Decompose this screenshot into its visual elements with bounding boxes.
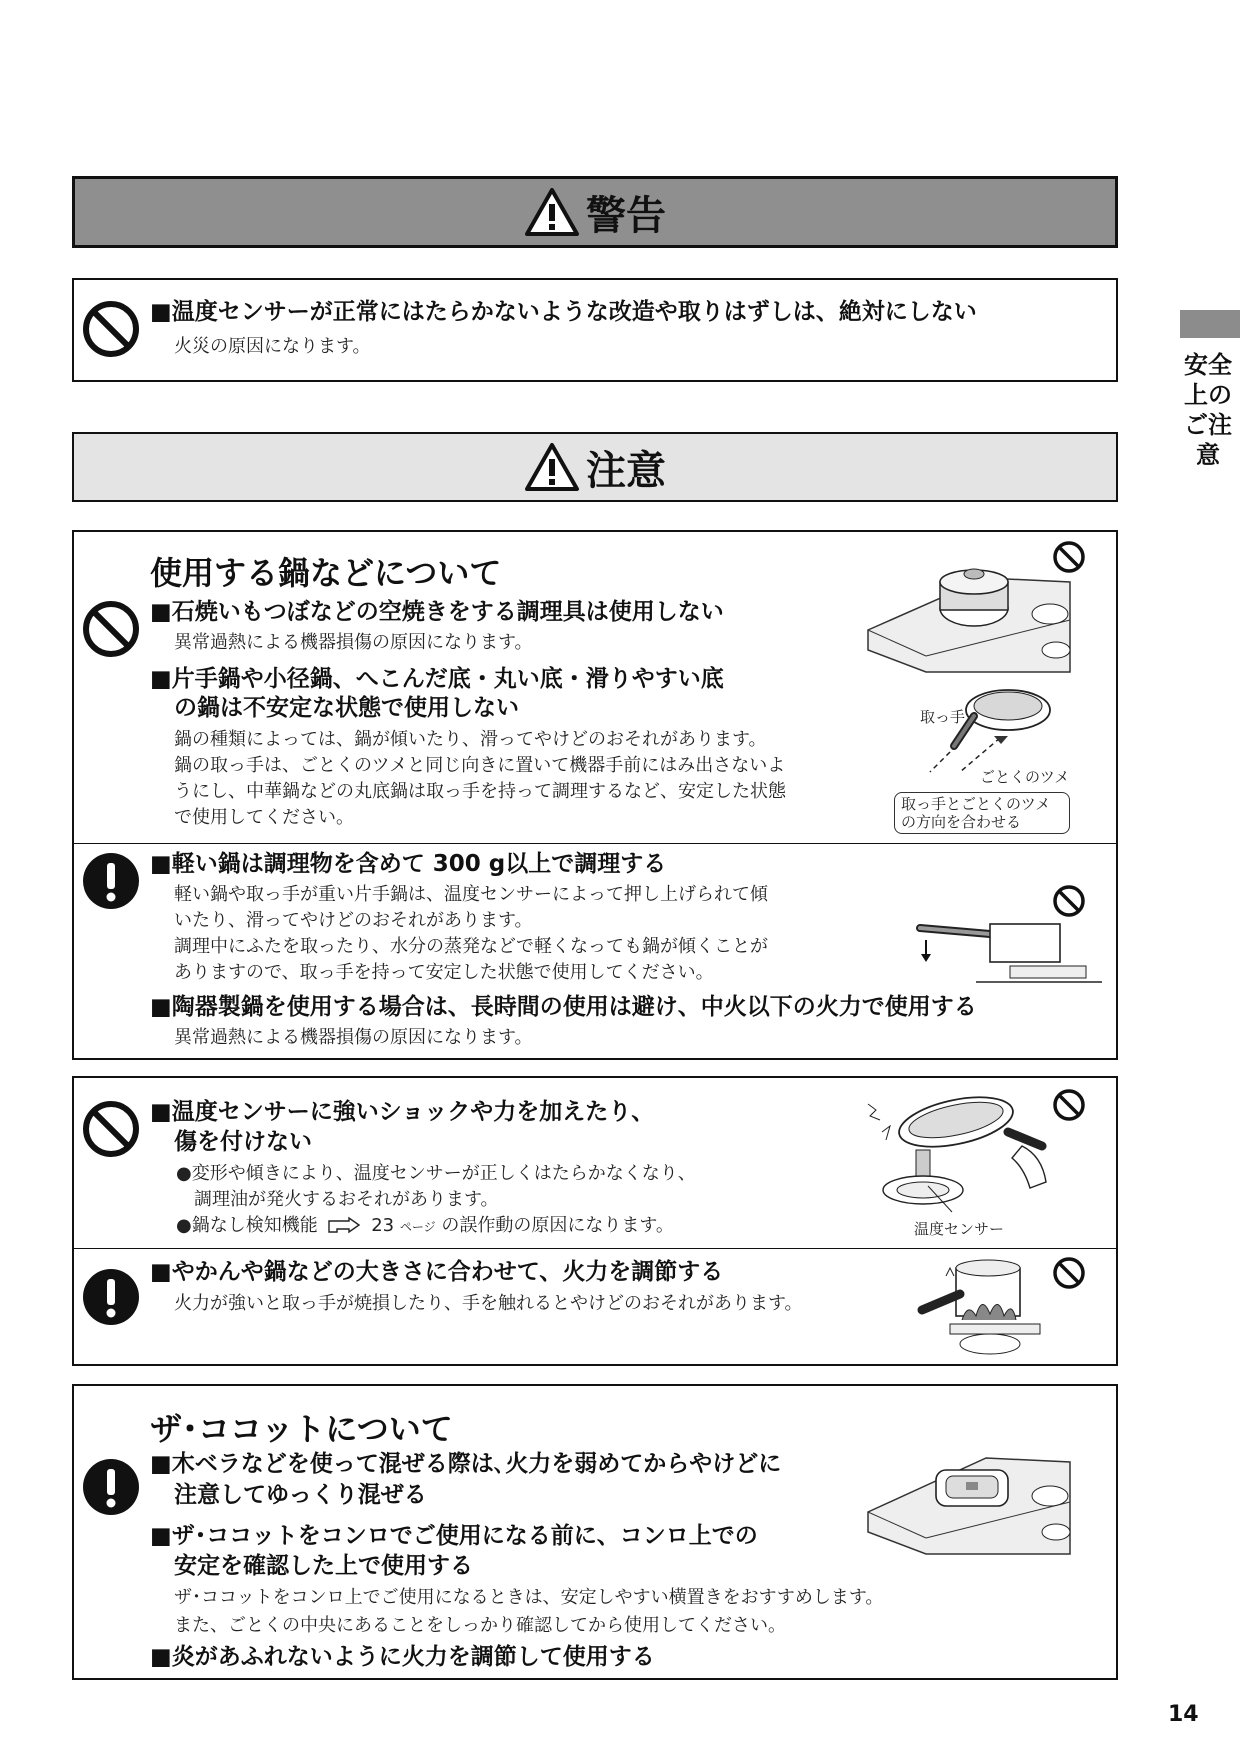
stove-pot-illustration [866, 560, 1072, 676]
item-heading: ■ザ･ココットをコンロでご使用になる前に、コンロ上での [150, 1523, 758, 1549]
item-body-line: いたり、滑ってやけどのおそれがあります。 [174, 910, 533, 931]
page-number: 14 [1168, 1702, 1199, 1727]
warning-triangle-icon [524, 187, 580, 237]
mandatory-icon [82, 1268, 140, 1326]
item-body-line: 軽い鍋や取っ手が重い片手鍋は、温度センサーによって押し上げられて傾 [174, 884, 768, 905]
prohibition-icon [82, 600, 140, 658]
callout-line: 取っ手とごとくのツメ [901, 795, 1051, 813]
caution-title: 注意 [586, 447, 666, 494]
item-heading: ■木ベラなどを使って混ぜる際は､火力を弱めてからやけどに [150, 1451, 782, 1477]
warning-title: 警告 [586, 192, 666, 239]
item-heading: 注意してゆっくり混ぜる [174, 1482, 427, 1508]
section-divider [72, 1248, 1118, 1249]
page-unit: ページ [399, 1220, 436, 1234]
item-heading: 安定を確認した上で使用する [174, 1553, 473, 1579]
item-heading: の鍋は不安定な状態で使用しない [174, 695, 519, 721]
prohibition-icon [1052, 1088, 1086, 1122]
prohibition-icon [82, 300, 140, 358]
illustration-callout [894, 792, 1070, 834]
prohibition-icon [1052, 884, 1086, 918]
pointing-hand-icon [327, 1216, 361, 1234]
item-body-line: ザ･ココットをコンロ上でご使用になるときは、安定しやすい横置きをおすすめします。 [174, 1587, 884, 1608]
item-body: 火力が強いと取っ手が焼損したり、手を触れるとやけどのおそれがあります。 [174, 1293, 803, 1314]
item-body-line: 鍋の取っ手は、ごとくのツメと同じ向きに置いて機器手前にはみ出さないよ [174, 755, 786, 776]
bullet-text: ●鍋なし検知機能 [176, 1215, 318, 1236]
item-heading: ■やかんや鍋などの大きさに合わせて、火力を調節する [150, 1259, 724, 1285]
warning-banner [72, 176, 1118, 248]
bullet-line: ●変形や傾きにより、温度センサーが正しくはたらかなくなり、 [176, 1163, 696, 1184]
warning-heading: ■温度センサーが正常にはたらかないような改造や取りはずしは、絶対にしない [150, 299, 977, 325]
callout-line: の方向を合わせる [901, 813, 1022, 831]
cocotte-stove-illustration [866, 1440, 1072, 1558]
kettle-flame-illustration [916, 1258, 1056, 1358]
item-body-line: うにし、中華鍋などの丸底鍋は取っ手を持って調理するなど、安定した状態 [174, 781, 786, 802]
pan-impact-illustration [856, 1086, 1052, 1222]
warning-triangle-icon [524, 442, 580, 492]
section-title-cocotte: ザ･ココットについて [150, 1410, 453, 1448]
side-tab-label: 安全上のご注意 [1184, 351, 1232, 469]
handle-alignment-illustration [890, 672, 1070, 776]
bullet-line: 調理油が発火するおそれがあります。 [194, 1189, 499, 1210]
prohibition-icon [1052, 1256, 1086, 1290]
item-body-line: また、ごとくの中央にあることをしっかり確認してから使用してください。 [174, 1615, 786, 1636]
label-handle: 取っ手 [920, 708, 966, 726]
section-divider [72, 843, 1118, 844]
label-sensor: 温度センサー [914, 1220, 1005, 1238]
side-tab-marker [1180, 310, 1240, 338]
mandatory-icon [82, 852, 140, 910]
item-body-line: ありますので、取っ手を持って安定した状態で使用してください。 [174, 962, 714, 983]
item-body-line: で使用してください。 [174, 807, 354, 828]
caution-banner [72, 432, 1118, 502]
label-claw: ごとくのツメ [980, 768, 1070, 786]
page-reference[interactable]: 23 [371, 1215, 395, 1236]
warning-box [72, 278, 1118, 382]
item-body-line: 鍋の種類によっては、鍋が傾いたり、滑ってやけどのおそれがあります。 [174, 729, 767, 750]
bullet-text: の誤作動の原因になります。 [441, 1215, 674, 1236]
mandatory-icon [82, 1458, 140, 1516]
item-body: 異常過熱による機器損傷の原因になります。 [174, 632, 533, 653]
tilting-pot-illustration [916, 916, 1102, 990]
item-heading: 傷を付けない [174, 1129, 312, 1155]
item-heading: ■石焼いもつぼなどの空焼きをする調理具は使用しない [150, 599, 724, 625]
prohibition-icon [82, 1100, 140, 1158]
item-heading: ■温度センサーに強いショックや力を加えたり、 [150, 1099, 655, 1125]
item-heading: ■陶器製鍋を使用する場合は、長時間の使用は避け、中火以下の火力で使用する [150, 994, 977, 1020]
section-title-pots: 使用する鍋などについて [150, 554, 502, 592]
item-heading: ■軽い鍋は調理物を含めて 300 g以上で調理する [150, 851, 667, 877]
item-body-line: 調理中にふたを取ったり、水分の蒸発などで軽くなっても鍋が傾くことが [174, 936, 768, 957]
item-body: 異常過熱による機器損傷の原因になります。 [174, 1027, 533, 1048]
item-heading: ■炎があふれないように火力を調節して使用する [150, 1644, 655, 1670]
warning-body: 火災の原因になります。 [174, 336, 371, 357]
item-heading: ■片手鍋や小径鍋、へこんだ底・丸い底・滑りやすい底 [150, 666, 724, 692]
bullet-line-reference [176, 1212, 674, 1241]
